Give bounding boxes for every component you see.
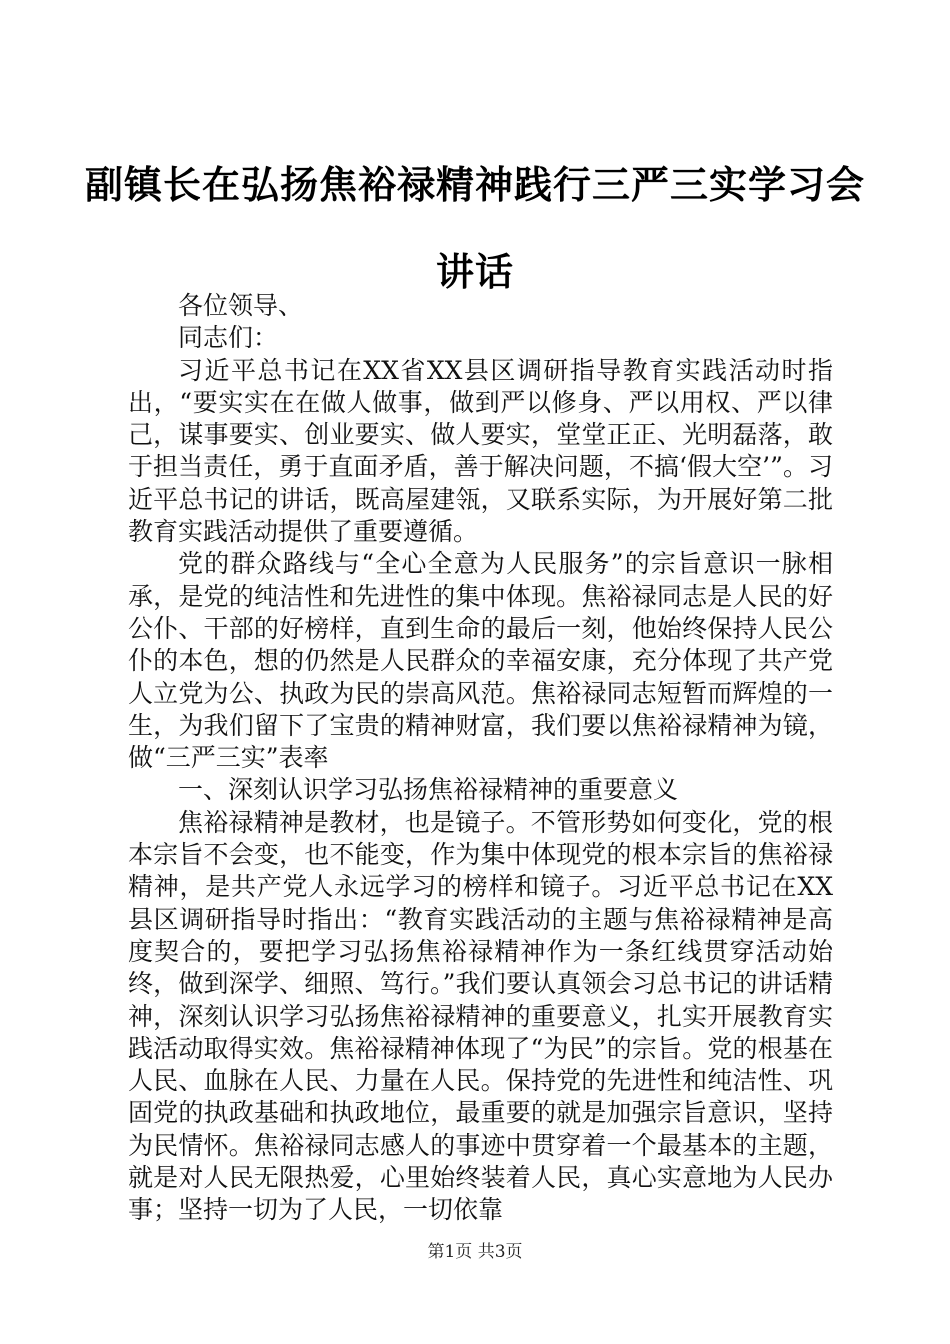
page-footer: 第1页 共3页 — [427, 1242, 523, 1262]
salutation-comrades: 同志们： — [178, 323, 279, 353]
document-body — [128, 290, 833, 1227]
paragraph-jiao-yulu-spirit: 焦裕禄精神是教材，也是镜子。不管形势如何变化，党的根本宗旨不会变，也不能变，作为集中体现党的根本宗旨的焦裕禄精神，是共产党人永远学习的榜样和镜子。习近平总书记在XX县区调研指导时指出：“教育实践活动的主题与焦裕禄精神是高度契合的，要把学习弘扬焦裕禄精神作为一条红线贯穿活动始终，做到深学、细照、笃行。”我们要认真领会习总书记的讲话精神，深刻认识学习弘扬焦裕禄精神的重要意义，扎实开展教育实践活动取得实效。焦裕禄精神体现了“为民”的宗旨。党的根基在人民、血脉在人民、力量在人民。保持党的先进性和纯洁性、巩固党的执政基础和执政地位，最重要的就是加强宗旨意识，坚持为民情怀。焦裕禄同志感人的事迹中贯穿着一个最基本的主题，就是对人民无限热爱，心里始终装着人民，真心实意地为人民办事；坚持一切为了人民，一切依靠 — [128, 807, 833, 1225]
salutation-leaders: 各位领导、 — [178, 291, 304, 320]
paragraph-mass-line: 党的群众路线与“全心全意为人民服务”的宗旨意识一脉相承，是党的纯洁性和先进性的集中体现。焦裕禄同志是人民的好公仆、干部的好榜样，直到生命的最后一刻，他始终保持人民公仆的本色，想的仍然是人民群众的幸福安康，充分体现了共产党人立党为公、执政为民的崇高风范。焦裕禄同志短暂而辉煌的一生，为我们留下了宝贵的精神财富，我们要以焦裕禄精神为镜，做“三严三实”表率 — [128, 549, 833, 773]
document-title-line-1: 副镇长在弘扬焦裕禄精神践行三严三实学习会 — [84, 163, 865, 207]
section-heading-1: 一、深刻认识学习弘扬焦裕禄精神的重要意义 — [178, 775, 679, 805]
paragraph-intro: 习近平总书记在XX省XX县区调研指导教育实践活动时指出，“要实实在在做人做事，做到严以修身、严以用权、严以律己，谋事要实、创业要实、做人要实，堂堂正正、光明磊落，敢于担当责任，勇于直面矛盾，善于解决问题，不搞‘假大空’”。习近平总书记的讲话，既高屋建瓴，又联系实际，为开展好第二批教育实践活动提供了重要遵循。 — [128, 355, 833, 547]
document-title-line-2: 讲话 — [435, 250, 514, 294]
